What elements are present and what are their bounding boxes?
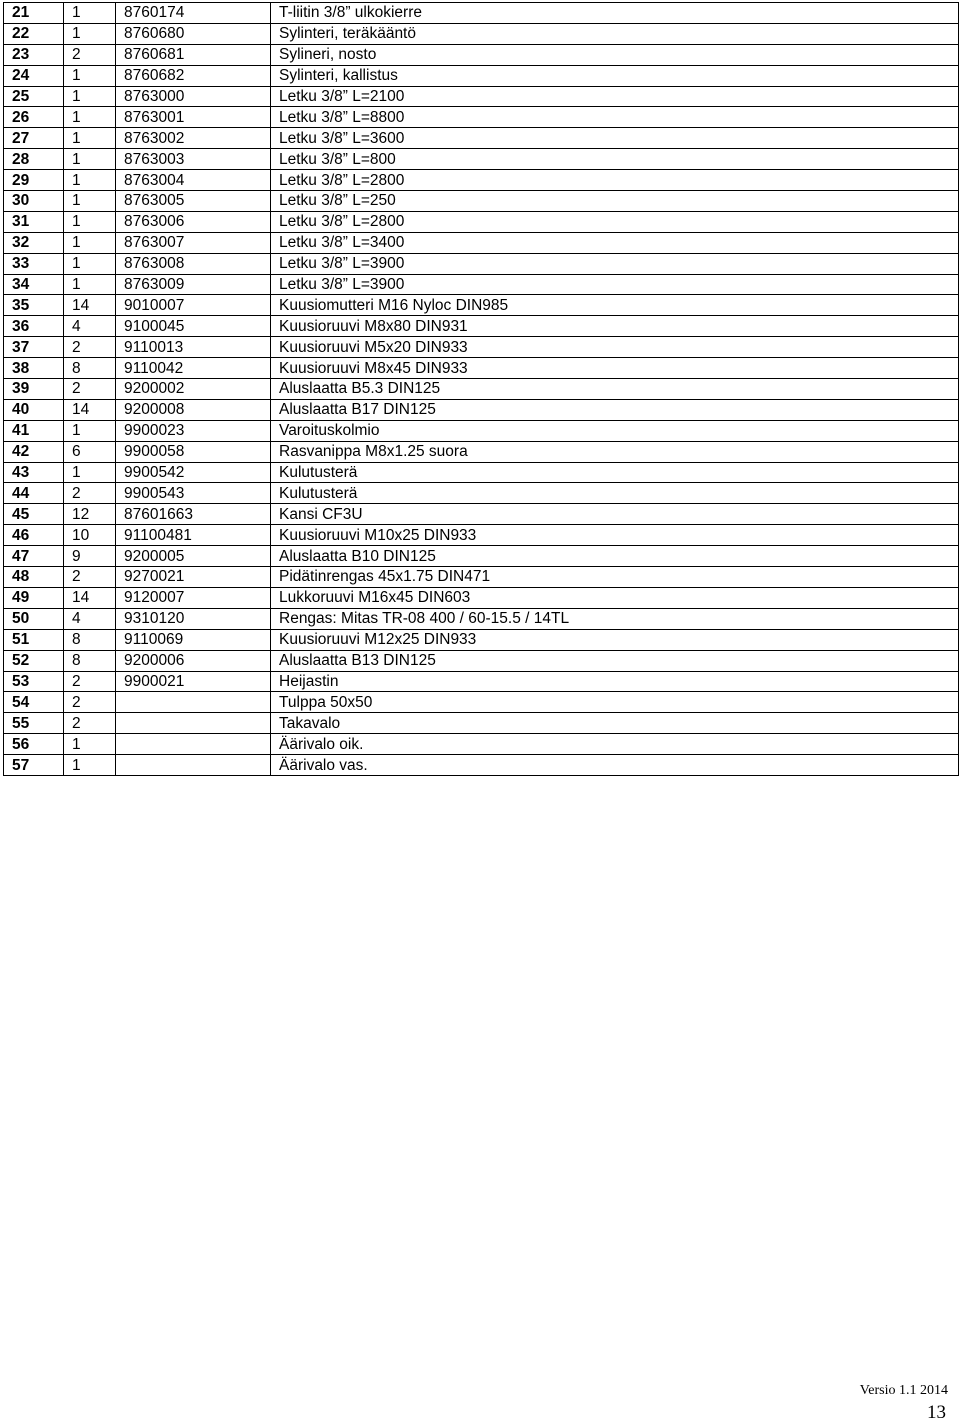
table-row bbox=[4, 546, 959, 567]
part-code: 91100481 bbox=[116, 525, 271, 546]
part-description: Kansi CF3U bbox=[271, 504, 959, 525]
part-number: 24 bbox=[4, 65, 64, 86]
table-row bbox=[4, 462, 959, 483]
part-number: 42 bbox=[4, 441, 64, 462]
table-row bbox=[4, 149, 959, 170]
table-row bbox=[4, 734, 959, 755]
table-row bbox=[4, 191, 959, 212]
table-row bbox=[4, 274, 959, 295]
part-description: Aluslaatta B10 DIN125 bbox=[271, 546, 959, 567]
part-quantity: 1 bbox=[64, 253, 116, 274]
table-row bbox=[4, 567, 959, 588]
part-number: 39 bbox=[4, 379, 64, 400]
part-code: 8763005 bbox=[116, 191, 271, 212]
part-code: 8763006 bbox=[116, 211, 271, 232]
part-description: Letku 3/8” L=800 bbox=[271, 149, 959, 170]
part-description: Letku 3/8” L=8800 bbox=[271, 107, 959, 128]
part-code: 8760680 bbox=[116, 23, 271, 44]
part-description: Letku 3/8” L=2800 bbox=[271, 211, 959, 232]
part-description: Aluslaatta B5.3 DIN125 bbox=[271, 379, 959, 400]
part-code: 9110013 bbox=[116, 337, 271, 358]
part-code: 8760174 bbox=[116, 3, 271, 24]
part-number: 29 bbox=[4, 170, 64, 191]
part-description: Kulutusterä bbox=[271, 462, 959, 483]
table-row bbox=[4, 441, 959, 462]
part-quantity: 8 bbox=[64, 629, 116, 650]
part-number: 28 bbox=[4, 149, 64, 170]
part-quantity: 1 bbox=[64, 128, 116, 149]
part-code: 9200005 bbox=[116, 546, 271, 567]
part-quantity: 14 bbox=[64, 587, 116, 608]
part-number: 53 bbox=[4, 671, 64, 692]
part-quantity: 2 bbox=[64, 671, 116, 692]
part-code: 9900023 bbox=[116, 420, 271, 441]
part-code: 9110042 bbox=[116, 358, 271, 379]
table-row bbox=[4, 170, 959, 191]
table-row bbox=[4, 755, 959, 776]
part-number: 35 bbox=[4, 295, 64, 316]
part-quantity: 2 bbox=[64, 567, 116, 588]
part-description: Lukkoruuvi M16x45 DIN603 bbox=[271, 587, 959, 608]
part-description: Letku 3/8” L=3400 bbox=[271, 232, 959, 253]
part-quantity: 1 bbox=[64, 755, 116, 776]
part-number: 45 bbox=[4, 504, 64, 525]
part-code: 9200002 bbox=[116, 379, 271, 400]
part-number: 23 bbox=[4, 44, 64, 65]
part-number: 48 bbox=[4, 567, 64, 588]
part-number: 43 bbox=[4, 462, 64, 483]
part-code: 9100045 bbox=[116, 316, 271, 337]
part-description: Heijastin bbox=[271, 671, 959, 692]
table-row bbox=[4, 671, 959, 692]
part-code: 9900543 bbox=[116, 483, 271, 504]
part-quantity: 1 bbox=[64, 170, 116, 191]
part-code: 9120007 bbox=[116, 587, 271, 608]
part-code: 9310120 bbox=[116, 608, 271, 629]
table-row bbox=[4, 483, 959, 504]
table-row bbox=[4, 232, 959, 253]
part-quantity: 1 bbox=[64, 734, 116, 755]
part-description: Kuusioruuvi M10x25 DIN933 bbox=[271, 525, 959, 546]
part-number: 32 bbox=[4, 232, 64, 253]
part-quantity: 1 bbox=[64, 274, 116, 295]
part-number: 40 bbox=[4, 399, 64, 420]
part-code: 8763001 bbox=[116, 107, 271, 128]
part-description: Pidätinrengas 45x1.75 DIN471 bbox=[271, 567, 959, 588]
part-number: 33 bbox=[4, 253, 64, 274]
part-number: 21 bbox=[4, 3, 64, 24]
part-quantity: 1 bbox=[64, 3, 116, 24]
part-description: Kuusiomutteri M16 Nyloc DIN985 bbox=[271, 295, 959, 316]
part-number: 55 bbox=[4, 713, 64, 734]
part-number: 46 bbox=[4, 525, 64, 546]
part-number: 22 bbox=[4, 23, 64, 44]
part-description: Rengas: Mitas TR-08 400 / 60-15.5 / 14TL bbox=[271, 608, 959, 629]
part-number: 34 bbox=[4, 274, 64, 295]
part-number: 41 bbox=[4, 420, 64, 441]
part-description: Sylinteri, teräkääntö bbox=[271, 23, 959, 44]
table-row bbox=[4, 587, 959, 608]
part-quantity: 2 bbox=[64, 44, 116, 65]
part-code: 8760682 bbox=[116, 65, 271, 86]
part-description: Letku 3/8” L=3900 bbox=[271, 253, 959, 274]
part-quantity: 1 bbox=[64, 462, 116, 483]
part-description: Letku 3/8” L=2100 bbox=[271, 86, 959, 107]
part-number: 44 bbox=[4, 483, 64, 504]
part-number: 36 bbox=[4, 316, 64, 337]
part-number: 56 bbox=[4, 734, 64, 755]
part-description: Rasvanippa M8x1.25 suora bbox=[271, 441, 959, 462]
part-code bbox=[116, 692, 271, 713]
table-row bbox=[4, 253, 959, 274]
part-quantity: 8 bbox=[64, 650, 116, 671]
part-code: 8763000 bbox=[116, 86, 271, 107]
page-number: 13 bbox=[927, 1402, 946, 1423]
part-quantity: 14 bbox=[64, 295, 116, 316]
part-quantity: 6 bbox=[64, 441, 116, 462]
table-row bbox=[4, 358, 959, 379]
part-number: 57 bbox=[4, 755, 64, 776]
table-row bbox=[4, 692, 959, 713]
part-quantity: 1 bbox=[64, 86, 116, 107]
table-row bbox=[4, 420, 959, 441]
part-code bbox=[116, 734, 271, 755]
parts-list-body bbox=[4, 3, 959, 776]
table-row bbox=[4, 608, 959, 629]
part-quantity: 4 bbox=[64, 608, 116, 629]
part-number: 38 bbox=[4, 358, 64, 379]
part-description: Aluslaatta B17 DIN125 bbox=[271, 399, 959, 420]
part-code: 9200006 bbox=[116, 650, 271, 671]
part-code bbox=[116, 713, 271, 734]
part-quantity: 14 bbox=[64, 399, 116, 420]
table-row bbox=[4, 629, 959, 650]
table-row bbox=[4, 713, 959, 734]
part-description: Äärivalo vas. bbox=[271, 755, 959, 776]
version-label: Versio 1.1 2014 bbox=[859, 1383, 948, 1398]
part-quantity: 1 bbox=[64, 65, 116, 86]
table-row bbox=[4, 107, 959, 128]
part-description: Letku 3/8” L=3900 bbox=[271, 274, 959, 295]
part-quantity: 10 bbox=[64, 525, 116, 546]
table-row bbox=[4, 525, 959, 546]
part-description: Äärivalo oik. bbox=[271, 734, 959, 755]
table-row bbox=[4, 316, 959, 337]
part-code: 9110069 bbox=[116, 629, 271, 650]
table-row bbox=[4, 86, 959, 107]
part-quantity: 12 bbox=[64, 504, 116, 525]
part-quantity: 1 bbox=[64, 232, 116, 253]
part-number: 47 bbox=[4, 546, 64, 567]
part-code: 9900021 bbox=[116, 671, 271, 692]
table-row bbox=[4, 399, 959, 420]
part-number: 49 bbox=[4, 587, 64, 608]
table-row bbox=[4, 65, 959, 86]
part-description: Takavalo bbox=[271, 713, 959, 734]
part-description: Sylinteri, kallistus bbox=[271, 65, 959, 86]
part-number: 30 bbox=[4, 191, 64, 212]
part-description: Tulppa 50x50 bbox=[271, 692, 959, 713]
part-description: Kuusioruuvi M8x45 DIN933 bbox=[271, 358, 959, 379]
part-quantity: 1 bbox=[64, 149, 116, 170]
part-number: 50 bbox=[4, 608, 64, 629]
part-quantity: 1 bbox=[64, 107, 116, 128]
part-code: 8763004 bbox=[116, 170, 271, 191]
part-code: 9010007 bbox=[116, 295, 271, 316]
part-code: 8763002 bbox=[116, 128, 271, 149]
table-row bbox=[4, 337, 959, 358]
part-code: 8763003 bbox=[116, 149, 271, 170]
part-number: 54 bbox=[4, 692, 64, 713]
part-description: Letku 3/8” L=3600 bbox=[271, 128, 959, 149]
part-quantity: 8 bbox=[64, 358, 116, 379]
part-number: 25 bbox=[4, 86, 64, 107]
part-quantity: 4 bbox=[64, 316, 116, 337]
part-code: 9900058 bbox=[116, 441, 271, 462]
table-row bbox=[4, 504, 959, 525]
part-code: 87601663 bbox=[116, 504, 271, 525]
part-code: 8763008 bbox=[116, 253, 271, 274]
part-description: Sylineri, nosto bbox=[271, 44, 959, 65]
part-code: 8763007 bbox=[116, 232, 271, 253]
part-quantity: 1 bbox=[64, 420, 116, 441]
part-quantity: 1 bbox=[64, 191, 116, 212]
part-description: Kuusioruuvi M5x20 DIN933 bbox=[271, 337, 959, 358]
part-quantity: 2 bbox=[64, 337, 116, 358]
part-number: 52 bbox=[4, 650, 64, 671]
part-code: 8760681 bbox=[116, 44, 271, 65]
part-code bbox=[116, 755, 271, 776]
table-row bbox=[4, 44, 959, 65]
part-description: Kuusioruuvi M12x25 DIN933 bbox=[271, 629, 959, 650]
part-code: 8763009 bbox=[116, 274, 271, 295]
part-description: Kulutusterä bbox=[271, 483, 959, 504]
part-description: Aluslaatta B13 DIN125 bbox=[271, 650, 959, 671]
part-quantity: 1 bbox=[64, 211, 116, 232]
part-description: T-liitin 3/8” ulkokierre bbox=[271, 3, 959, 24]
part-description: Varoituskolmio bbox=[271, 420, 959, 441]
part-number: 27 bbox=[4, 128, 64, 149]
part-number: 31 bbox=[4, 211, 64, 232]
part-description: Letku 3/8” L=250 bbox=[271, 191, 959, 212]
part-quantity: 2 bbox=[64, 483, 116, 504]
part-description: Kuusioruuvi M8x80 DIN931 bbox=[271, 316, 959, 337]
table-row bbox=[4, 3, 959, 24]
table-row bbox=[4, 295, 959, 316]
parts-list-table bbox=[3, 2, 959, 776]
part-quantity: 1 bbox=[64, 23, 116, 44]
part-code: 9200008 bbox=[116, 399, 271, 420]
table-row bbox=[4, 211, 959, 232]
part-quantity: 2 bbox=[64, 692, 116, 713]
part-number: 51 bbox=[4, 629, 64, 650]
part-quantity: 2 bbox=[64, 379, 116, 400]
table-row bbox=[4, 379, 959, 400]
table-row bbox=[4, 128, 959, 149]
part-code: 9270021 bbox=[116, 567, 271, 588]
part-code: 9900542 bbox=[116, 462, 271, 483]
part-number: 26 bbox=[4, 107, 64, 128]
part-number: 37 bbox=[4, 337, 64, 358]
part-description: Letku 3/8” L=2800 bbox=[271, 170, 959, 191]
table-row bbox=[4, 650, 959, 671]
table-row bbox=[4, 23, 959, 44]
part-quantity: 2 bbox=[64, 713, 116, 734]
part-quantity: 9 bbox=[64, 546, 116, 567]
